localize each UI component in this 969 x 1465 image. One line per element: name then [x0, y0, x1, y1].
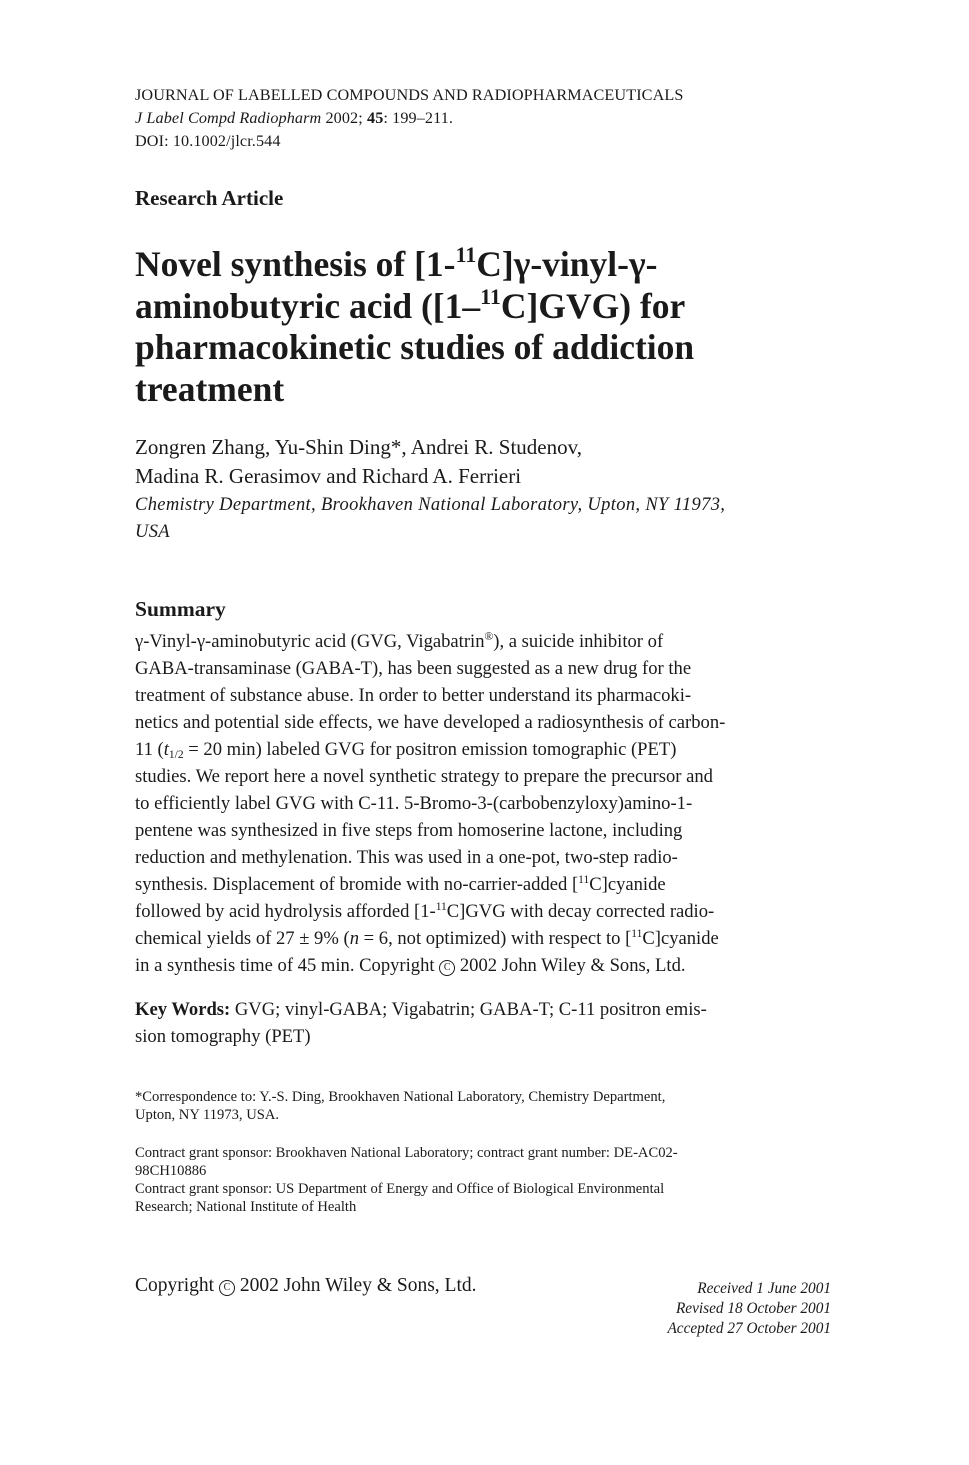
summary-text: γ-Vinyl-γ-aminobutyric acid (GVG, Vigabatrin®), a suicide inhibitor of GABA-transaminase (GABA-T), has been suggested as a new drug for the treatment of substance abuse. In order to better understand its pharmacoki- netics and potential side effects, we have developed a radiosynthesis of carbon- 11 ($t_{1/2} = 20$ min) labeled GVG for positron emission tomographic (PET) studies. We report here a novel synthetic strategy to prepare the precursor and to efficiently label GVG with C-11. 5-Bromo-3-(carbobenzyloxy)amino-1- pentene was synthesized in five steps from homoserine lactone, including reduction and methylenation. This was used in a one-pot, two-step radio- synthesis. Displacement of bromide with no-carrier-added [$^{11}$C]cyanide followed by acid hydrolysis afforded [1-$^{11}$C]GVG with decay corrected radio- chemical yields of 27 ± 9% (n = 6, not optimized) with respect to [$^{11}$C]cyanide in a synthesis time of 45 min. Copyright C 2002 John Wiley & Sons, Ltd.	[135, 631, 726, 976]
received-date: Received 1 June 2001	[697, 1280, 831, 1297]
keywords-label: Key Words:	[135, 999, 231, 1020]
accepted-date: Accepted 27 October 2001	[667, 1319, 831, 1337]
journal-header	[135, 84, 683, 153]
authors-line-1: Zongren Zhang, Yu-Shin Ding*, Andrei R. Studenov,	[135, 435, 582, 459]
article-type: Research Article	[135, 186, 284, 210]
footer-copyright: Copyright C 2002 John Wiley & Sons, Ltd.	[135, 1275, 477, 1296]
revised-date: Revised 18 October 2001	[675, 1299, 831, 1317]
keywords: Key Words: GVG; vinyl-GABA; Vigabatrin; GABA-T; C-11 positron emis- sion tomography (PET)	[135, 999, 707, 1047]
summary-heading: Summary	[135, 597, 226, 621]
article-title: Novel synthesis of [1-$^{11}$C]γ-vinyl-γ- aminobutyric acid ([1–$^{11}$C]GVG) for pharmacokinetic studies of addiction treatment	[135, 242, 695, 409]
correspondence-footnote: *Correspondence to: Y.-S. Ding, Brookhaven National Laboratory, Chemistry Department, Upton, NY 11973, USA.	[135, 1089, 666, 1123]
copyright-icon: C	[219, 1280, 235, 1296]
affiliation: Chemistry Department, Brookhaven National Laboratory, Upton, NY 11973, USA	[135, 495, 726, 542]
copyright-icon: C	[439, 960, 455, 976]
article-dates	[667, 1279, 831, 1338]
authors-line-2: Madina R. Gerasimov and Richard A. Ferrieri	[135, 464, 522, 488]
author-list	[135, 433, 582, 491]
journal-citation: J Label Compd Radiopharm 2002; 45: 199–211.	[135, 109, 454, 127]
journal-name: JOURNAL OF LABELLED COMPOUNDS AND RADIOPHARMACEUTICALS	[135, 86, 684, 104]
grant-footnotes: Contract grant sponsor: Brookhaven National Laboratory; contract grant number: DE-AC02- 98CH10886 Contract grant sponsor: US Department of Energy and Office of Biological Environmental Research; National Institute of Health	[135, 1145, 678, 1215]
doi: DOI: 10.1002/jlcr.544	[135, 132, 281, 150]
